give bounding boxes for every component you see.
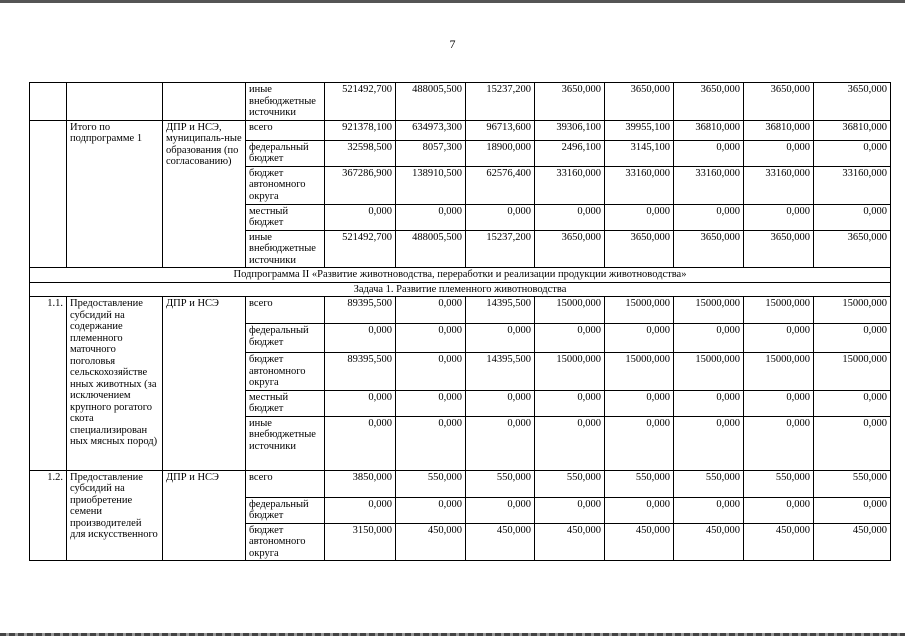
amount-cell: 138910,500 bbox=[396, 166, 466, 204]
amount-cell: 0,000 bbox=[466, 497, 535, 523]
amount-cell: 36810,000 bbox=[744, 120, 814, 140]
amount-cell: 15000,000 bbox=[744, 353, 814, 391]
amount-cell: 3650,000 bbox=[605, 83, 674, 121]
amount-cell: 15000,000 bbox=[605, 353, 674, 391]
amount-cell: 33160,000 bbox=[605, 166, 674, 204]
amount-cell: 0,000 bbox=[744, 416, 814, 470]
funding-source: всего bbox=[246, 470, 325, 497]
table-row bbox=[30, 120, 891, 140]
amount-cell: 32598,500 bbox=[325, 140, 396, 166]
amount-cell: 0,000 bbox=[396, 390, 466, 416]
amount-cell: 3650,000 bbox=[814, 83, 891, 121]
amount-cell: 3650,000 bbox=[744, 83, 814, 121]
funding-source: федеральный бюджет bbox=[246, 140, 325, 166]
amount-cell: 3850,000 bbox=[325, 470, 396, 497]
amount-cell: 550,000 bbox=[466, 470, 535, 497]
executor bbox=[163, 83, 246, 121]
amount-cell: 450,000 bbox=[605, 523, 674, 561]
amount-cell: 0,000 bbox=[674, 140, 744, 166]
amount-cell: 15000,000 bbox=[674, 353, 744, 391]
amount-cell: 550,000 bbox=[814, 470, 891, 497]
amount-cell: 0,000 bbox=[814, 140, 891, 166]
amount-cell: 8057,300 bbox=[396, 140, 466, 166]
amount-cell: 3650,000 bbox=[674, 230, 744, 268]
amount-cell: 634973,300 bbox=[396, 120, 466, 140]
amount-cell: 0,000 bbox=[605, 324, 674, 353]
amount-cell: 0,000 bbox=[466, 390, 535, 416]
amount-cell: 3650,000 bbox=[535, 83, 605, 121]
table-row bbox=[30, 83, 891, 121]
amount-cell: 0,000 bbox=[396, 353, 466, 391]
executor: ДПР и НСЭ bbox=[163, 470, 246, 561]
amount-cell: 550,000 bbox=[744, 470, 814, 497]
amount-cell: 33160,000 bbox=[674, 166, 744, 204]
amount-cell: 0,000 bbox=[466, 204, 535, 230]
amount-cell: 0,000 bbox=[325, 324, 396, 353]
amount-cell: 15000,000 bbox=[674, 297, 744, 324]
task-row bbox=[30, 282, 891, 297]
amount-cell: 488005,500 bbox=[396, 83, 466, 121]
amount-cell: 0,000 bbox=[605, 204, 674, 230]
amount-cell: 0,000 bbox=[605, 497, 674, 523]
amount-cell: 0,000 bbox=[744, 140, 814, 166]
row-index: 1.2. bbox=[30, 470, 67, 561]
amount-cell: 3650,000 bbox=[674, 83, 744, 121]
budget-table bbox=[29, 82, 891, 561]
amount-cell: 0,000 bbox=[674, 324, 744, 353]
amount-cell: 450,000 bbox=[466, 523, 535, 561]
amount-cell: 3650,000 bbox=[814, 230, 891, 268]
amount-cell: 33160,000 bbox=[744, 166, 814, 204]
amount-cell: 3650,000 bbox=[744, 230, 814, 268]
amount-cell: 0,000 bbox=[466, 416, 535, 470]
amount-cell: 0,000 bbox=[396, 497, 466, 523]
amount-cell: 450,000 bbox=[674, 523, 744, 561]
amount-cell: 0,000 bbox=[535, 497, 605, 523]
amount-cell: 0,000 bbox=[396, 416, 466, 470]
funding-source: бюджет автономного округа bbox=[246, 523, 325, 561]
amount-cell: 0,000 bbox=[535, 416, 605, 470]
amount-cell: 450,000 bbox=[396, 523, 466, 561]
scan-edge-top bbox=[0, 0, 905, 3]
amount-cell: 0,000 bbox=[396, 297, 466, 324]
funding-source: федеральный бюджет bbox=[246, 497, 325, 523]
amount-cell: 3145,100 bbox=[605, 140, 674, 166]
amount-cell: 0,000 bbox=[814, 204, 891, 230]
amount-cell: 15237,200 bbox=[466, 83, 535, 121]
funding-source: местный бюджет bbox=[246, 204, 325, 230]
amount-cell: 15237,200 bbox=[466, 230, 535, 268]
amount-cell: 15000,000 bbox=[605, 297, 674, 324]
amount-cell: 0,000 bbox=[814, 497, 891, 523]
funding-source: бюджет автономного округа bbox=[246, 353, 325, 391]
amount-cell: 3650,000 bbox=[535, 230, 605, 268]
amount-cell: 450,000 bbox=[535, 523, 605, 561]
amount-cell: 2496,100 bbox=[535, 140, 605, 166]
amount-cell: 550,000 bbox=[396, 470, 466, 497]
row-index: 1.1. bbox=[30, 297, 67, 471]
amount-cell: 18900,000 bbox=[466, 140, 535, 166]
amount-cell: 36810,000 bbox=[674, 120, 744, 140]
amount-cell: 0,000 bbox=[674, 204, 744, 230]
amount-cell: 15000,000 bbox=[814, 353, 891, 391]
amount-cell: 0,000 bbox=[814, 324, 891, 353]
amount-cell: 0,000 bbox=[744, 497, 814, 523]
amount-cell: 0,000 bbox=[744, 390, 814, 416]
funding-source: федеральный бюджет bbox=[246, 324, 325, 353]
amount-cell: 15000,000 bbox=[535, 353, 605, 391]
amount-cell: 367286,900 bbox=[325, 166, 396, 204]
amount-cell: 0,000 bbox=[535, 390, 605, 416]
scan-edge-bottom bbox=[0, 633, 905, 636]
table-row bbox=[30, 470, 891, 497]
measure-name bbox=[67, 83, 163, 121]
amount-cell: 921378,100 bbox=[325, 120, 396, 140]
measure-name: Предоставление субсидий на содержание племенного маточного поголовья сельскохозяйстве нных животных (за исключением крупного рогатого скота специализирован ных мясных пород) bbox=[67, 297, 163, 471]
amount-cell: 15000,000 bbox=[744, 297, 814, 324]
amount-cell: 15000,000 bbox=[814, 297, 891, 324]
measure-name: Предоставление субсидий на приобретение семени производителей для искусственного bbox=[67, 470, 163, 561]
amount-cell: 488005,500 bbox=[396, 230, 466, 268]
amount-cell: 14395,500 bbox=[466, 353, 535, 391]
amount-cell: 0,000 bbox=[814, 416, 891, 470]
amount-cell: 15000,000 bbox=[535, 297, 605, 324]
page-number: 7 bbox=[449, 37, 456, 51]
amount-cell: 0,000 bbox=[396, 204, 466, 230]
amount-cell: 0,000 bbox=[396, 324, 466, 353]
amount-cell: 39306,100 bbox=[535, 120, 605, 140]
funding-source: местный бюджет bbox=[246, 390, 325, 416]
amount-cell: 0,000 bbox=[325, 204, 396, 230]
amount-cell: 0,000 bbox=[325, 390, 396, 416]
amount-cell: 0,000 bbox=[535, 324, 605, 353]
amount-cell: 550,000 bbox=[674, 470, 744, 497]
amount-cell: 14395,500 bbox=[466, 297, 535, 324]
amount-cell: 0,000 bbox=[535, 204, 605, 230]
amount-cell: 0,000 bbox=[466, 324, 535, 353]
task-title: Задача 1. Развитие племенного животноводства bbox=[30, 282, 891, 297]
amount-cell: 450,000 bbox=[814, 523, 891, 561]
amount-cell: 89395,500 bbox=[325, 297, 396, 324]
amount-cell: 450,000 bbox=[744, 523, 814, 561]
amount-cell: 33160,000 bbox=[814, 166, 891, 204]
row-index bbox=[30, 83, 67, 121]
row-index bbox=[30, 120, 67, 268]
subprogram-row bbox=[30, 268, 891, 283]
funding-source: иные внебюджетные источники bbox=[246, 416, 325, 470]
funding-source: всего bbox=[246, 297, 325, 324]
amount-cell: 0,000 bbox=[605, 416, 674, 470]
amount-cell: 550,000 bbox=[535, 470, 605, 497]
funding-source: иные внебюджетные источники bbox=[246, 83, 325, 121]
amount-cell: 89395,500 bbox=[325, 353, 396, 391]
amount-cell: 0,000 bbox=[674, 390, 744, 416]
executor: ДПР и НСЭ bbox=[163, 297, 246, 471]
amount-cell: 3150,000 bbox=[325, 523, 396, 561]
table-row bbox=[30, 297, 891, 324]
table-body bbox=[30, 83, 891, 561]
amount-cell: 521492,700 bbox=[325, 83, 396, 121]
amount-cell: 39955,100 bbox=[605, 120, 674, 140]
amount-cell: 36810,000 bbox=[814, 120, 891, 140]
executor: ДПР и НСЭ, муниципаль-ные образования (по согласованию) bbox=[163, 120, 246, 268]
amount-cell: 0,000 bbox=[744, 324, 814, 353]
funding-source: иные внебюджетные источники bbox=[246, 230, 325, 268]
amount-cell: 0,000 bbox=[674, 416, 744, 470]
amount-cell: 33160,000 bbox=[535, 166, 605, 204]
amount-cell: 0,000 bbox=[325, 416, 396, 470]
amount-cell: 0,000 bbox=[325, 497, 396, 523]
amount-cell: 3650,000 bbox=[605, 230, 674, 268]
amount-cell: 0,000 bbox=[605, 390, 674, 416]
funding-source: бюджет автономного округа bbox=[246, 166, 325, 204]
amount-cell: 0,000 bbox=[674, 497, 744, 523]
amount-cell: 521492,700 bbox=[325, 230, 396, 268]
funding-source: всего bbox=[246, 120, 325, 140]
amount-cell: 0,000 bbox=[744, 204, 814, 230]
amount-cell: 0,000 bbox=[814, 390, 891, 416]
amount-cell: 96713,600 bbox=[466, 120, 535, 140]
measure-name: Итого по подпрограмме 1 bbox=[67, 120, 163, 268]
subprogram-title: Подпрограмма II «Развитие животноводства, переработки и реализации продукции животноводства» bbox=[30, 268, 891, 283]
amount-cell: 62576,400 bbox=[466, 166, 535, 204]
amount-cell: 550,000 bbox=[605, 470, 674, 497]
